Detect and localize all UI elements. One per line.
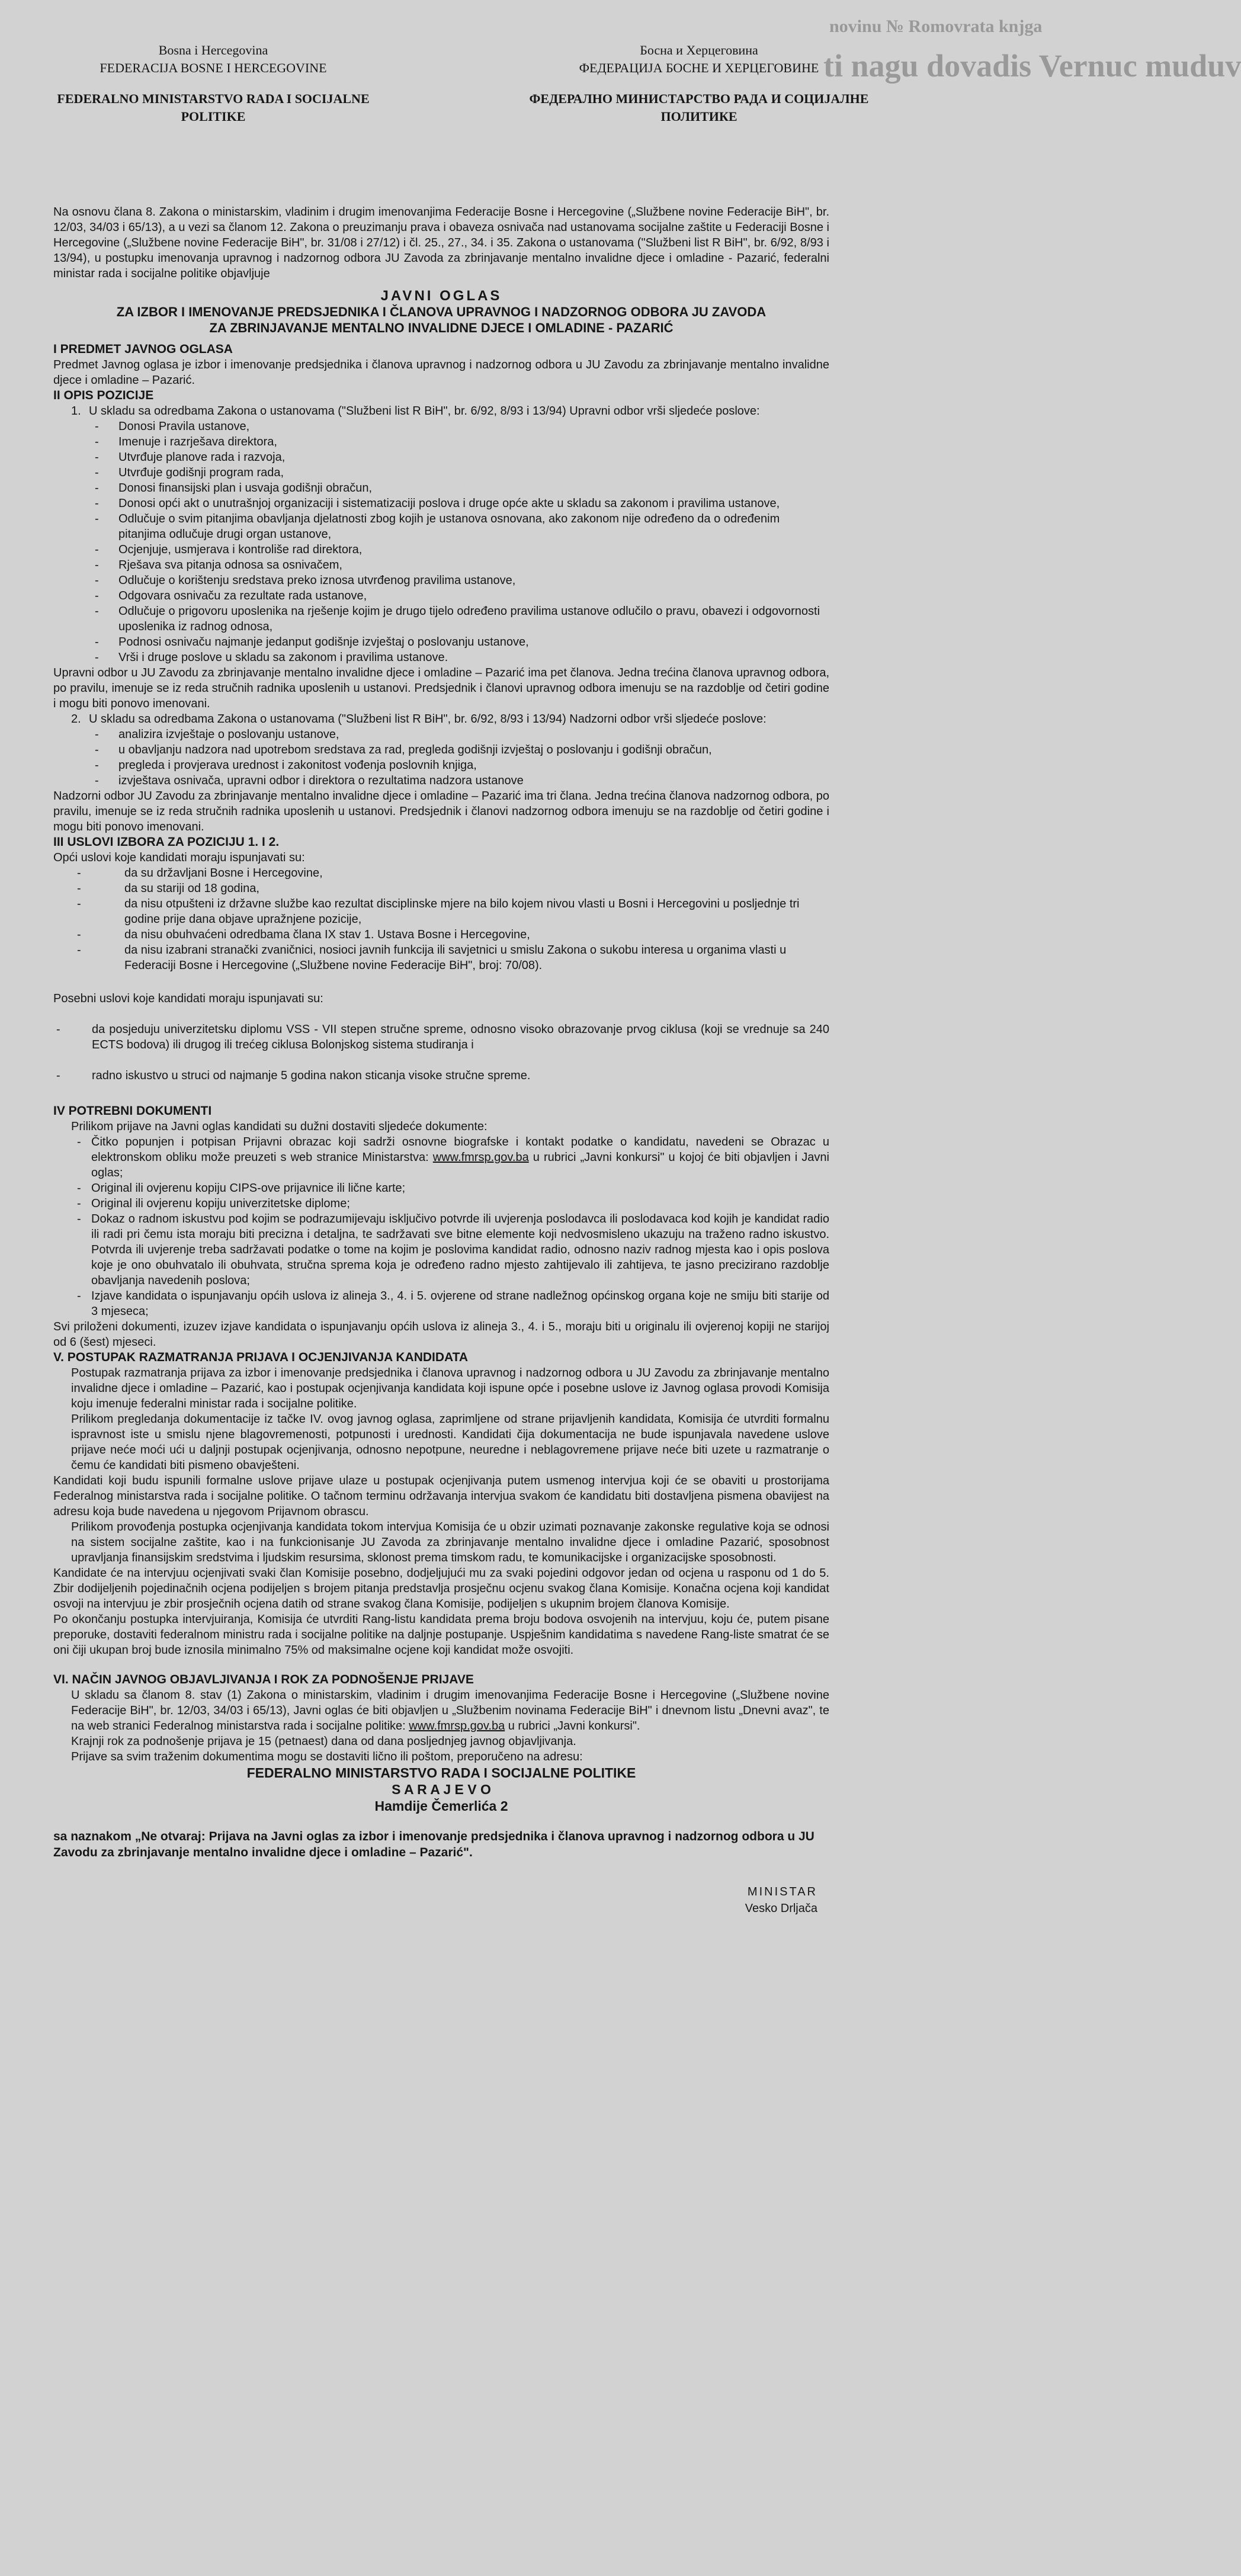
list-item: - izvještava osnivača, upravni odbor i direktora o rezultatima nadzora ustanove — [95, 774, 524, 787]
notice-subtitle-2: ZA ZBRINJAVANJE MENTALNO INVALIDNE DJECE I OMLADINE - PAZARIĆ — [209, 320, 674, 335]
list-item: - Vrši i druge poslove u skladu sa zakonom i pravilima ustanove. — [95, 651, 448, 664]
ministry-name: FEDERALNO MINISTARSTVO RADA I SOCIJALNE POLITIKE — [57, 91, 370, 124]
publication-paragraph: U skladu sa članom 8. stav (1) Zakona o ministarskim, vladinim i drugim imenovanjima Federacije Bosne i Hercegovine („Službene novine Federacije BiH", br. 12/03, 34/03 i 65/13), Javni oglas će biti objavljen u „Službenim novinama Federacije BiH" i dnevnom listu „Dnevni avaz", te na web stranici Federalnog ministarstva rada i socijalne politike: www.fmrsp.gov.ba u rubrici „Javni konkursi". — [71, 1689, 829, 1733]
section-heading-position: II OPIS POZICIJE — [53, 389, 154, 402]
ministry-website-link[interactable]: www.fmrsp.gov.ba — [409, 1720, 505, 1733]
list-item: - da nisu izabrani stranački zvaničnici, nosioci javnih funkcija ili savjetnici u smislu Zakona o sukobu interesa u organima vlasti u Federaciji Bosne i Hercegovine („Službene novine Federacije BiH", broj: 70/08). — [77, 944, 787, 972]
special-conditions-lead: Posebni uslovi koje kandidati moraju ispunjavati su: — [53, 992, 323, 1005]
position-point-1 — [53, 403, 829, 419]
address-ministry: FEDERALNO MINISTARSTVO RADA I SOCIJALNE POLITIKE — [246, 1765, 636, 1781]
dash-mark: - — [56, 1023, 60, 1036]
bullet-mark: - — [77, 1135, 81, 1149]
list-item: - Dokaz o radnom iskustvu pod kojim se podrazumijevaju isključivo potvrde ili uvjerenja poslodavca ili poslodavaca kod kojih je kandidat radio ili radi pri čemu ista moraju biti precizna i detaljna, te sadržavati sve bitne elemente koji nedvosmisleno ukazuju na traženo radno iskustvo. Potvrda ili uvjerenje treba sadržavati podatke o tome na kojim je poslovima kandidat radio, odnosno naziv radnog mjesta kao i opis poslova koje je ono obuhvatalo ili obuhvata, stručna sprema koja je određeno radno mjesto zahtijevalo ili zahtijeva, te jasno precizirano razdoblje obavljanja navedenih poslova; — [77, 1212, 829, 1287]
dash-mark: - — [95, 543, 99, 556]
special-conditions-list — [53, 1022, 829, 1083]
procedure-paragraph: Po okončanju postupka intervjuiranja, Komisija će utvrditi Rang-listu kandidata prema broju bodova osvojenih na intervjuu, koju će, putem pisane preporuke, dostaviti federalnom ministru rada i socijalne politike na daljnje postupanje. Uspješnim kandidatima s navedene Rang-liste smatrat će se oni čiji ukupan broj bude iznosila minimalno 75% od maksimalne ocjene koji kandidat može osvojiti. — [53, 1613, 829, 1657]
point-text: U skladu sa odredbama Zakona o ustanovama ("Službeni list R BiH", br. 6/92, 8/93 i 13/94) Nadzorni odbor vrši sljedeće poslove: — [89, 713, 767, 726]
point-number: 1. — [71, 405, 81, 418]
procedure-paragraph: Kandidate će na intervjuu ocjenjivati svaki član Komisije posebno, dodjeljujući mu za svaki pojedini odgovor jedan od ocjena u rasponu od 1 do 5. Zbir dodijeljenih pojedinačnih ocjena podijeljen s brojem pitanja predstavlja prosječnu ocjenu svakog člana Komisije. Konačna ocjena koji kandidat osvoji na intervjuu je zbir prosječnih ocjena datih od strane svakog člana Komisije, podijeljen s ukupnim brojem članova Komisije. — [53, 1567, 829, 1611]
list-item: - Odlučuje o svim pitanjima obavljanja djelatnosti zbog kojih je ustanova osnovana, ako zakonom nije određeno da o određenim pitanjima odlučuje drugi organ ustanove, — [95, 512, 780, 541]
section-heading-documents: IV POTREBNI DOKUMENTI — [53, 1104, 212, 1118]
list-item: - Utvrđuje godišnji program rada, — [95, 466, 284, 479]
section-heading-conditions: III USLOVI IZBORA ZA POZICIJU 1. I 2. — [53, 835, 280, 849]
dash-mark: - — [77, 944, 81, 957]
dash-mark: - — [95, 651, 99, 664]
list-item: - Čitko popunjen i potpisan Prijavni obrazac koji sadrži osnovne biografske i kontakt podatke o kandidatu, navedeni se Obrazac u elektronskom obliku može preuzeti s web stranice Ministarstva: www.fmrsp.gov.ba u rubrici „Javni konkursi" u kojoj će biti objavljen i Javni oglas; — [77, 1135, 829, 1179]
dash-mark: - — [95, 559, 99, 572]
address-street: Hamdije Čemerlića 2 — [374, 1798, 508, 1814]
signature-name: Vesko Drljača — [745, 1902, 817, 1915]
ministry-website-link[interactable]: www.fmrsp.gov.ba — [432, 1151, 529, 1164]
federation-name-cyrillic: ФЕДЕРАЦИЈА БОСНЕ И ХЕРЦЕГОВИНЕ — [579, 60, 819, 75]
submission-paragraph: Prijave sa svim traženim dokumentima mogu se dostaviti lično ili poštom, preporučeno na adresu: — [71, 1750, 583, 1763]
dash-mark: - — [95, 497, 99, 510]
bleed-line-1: novinu № Romovrata knjga — [829, 17, 1043, 36]
bullet-mark: - — [77, 1212, 81, 1226]
envelope-note: sa naznakom „Ne otvaraj: Prijava na Javni oglas za izbor i imenovanje predsjednika i članova upravnog i nadzornog odbora u JU Zavodu za zbrinjavanje mentalno invalidne djece i omladine – Pazarić". — [53, 1830, 814, 1859]
documents-note: Svi priloženi dokumenti, izuzev izjave kandidata o ispunjavanju općih uslova iz alineja 3., 4. i 5., moraju biti u originalu ili ovjerenoj kopiji ne starijoj od 6 (šest) mjeseci. — [53, 1320, 829, 1349]
intro-paragraph: Na osnovu člana 8. Zakona o ministarskim, vladinim i drugim imenovanjima Federacije Bosne i Hercegovine („Službene novine Federacije BiH", br. 12/03, 34/03 i 65/13), a u vezi sa članom 12. Zakona o preuzimanju prava i obaveza osnivača nad ustanovama socijalne zaštite u Federaciji Bosne i Hercegovine („Službene novine Federacije BiH", br. 31/08 i 27/12) i čl. 25., 27., 34. i 35. Zakona o ustanovama ("Službeni list R BiH", br. 6/92, 8/93 i 13/94), u postupku imenovanja upravnog i nadzornog odbora JU Zavoda za zbrinjavanje mentalno invalidne djece i omladine - Pazarić, federalni ministar rada i socijalne politike objavljuje — [53, 206, 829, 280]
procedure-paragraph: Prilikom provođenja postupka ocjenjivanja kandidata tokom intervjua Komisija će u obzir uzimati poznavanje zakonske regulative koja se odnosi na sistem socijalne zaštite, kao i na funkcionisanje JU Zavoda za zbrinjavanje mentalno invalidne djece i omladine Pazarić, sposobnost upravljanja finansijskim sredstvima i ljudskim resursima, sklonost prema timskom radu, te komunikacijske i organizacijske sposobnosti. — [71, 1520, 829, 1564]
list-item: - da su stariji od 18 godina, — [77, 882, 259, 895]
list-item: - Ocjenjuje, usmjerava i kontroliše rad direktora, — [95, 543, 363, 556]
list-item: - Donosi opći akt o unutrašnjoj organizaciji i sistematizaciji poslova i druge opće akte u skladu sa zakonom i pravilima ustanove, — [95, 497, 780, 510]
letterhead-cyrillic — [521, 41, 877, 126]
supervisory-board-composition: Nadzorni odbor JU Zavodu za zbrinjavanje mentalno invalidne djece i omladine – Pazarić ima tri člana. Jedna trećina članova nadzornog odbora, po pravilu, imenuje se iz reda stručnih radnika uposlenih u ustanovi. Predsjednik i članovi nadzornog odbora imenuju se na razdoblje od četiri godine i mogu biti ponovo imenovani. — [53, 790, 829, 833]
letterhead-latin — [36, 41, 391, 126]
list-item: - Original ili ovjerenu kopiju univerzitetske diplome; — [77, 1197, 350, 1210]
management-board-duties-list — [53, 419, 829, 665]
bullet-mark: - — [77, 1197, 81, 1210]
documents-list — [53, 1134, 829, 1319]
notice-title: JAVNI OGLAS — [380, 288, 502, 304]
signature-block — [53, 1884, 829, 1937]
dash-mark: - — [95, 512, 99, 525]
notice-subtitle-1: ZA IZBOR I IMENOVANJE PREDSJEDNIKA I ČLANOVA UPRAVNOG I NADZORNOG ODBORA JU ZAVODA — [116, 304, 767, 319]
dash-mark: - — [95, 636, 99, 649]
list-item: - Izjave kandidata o ispunjavanju općih uslova iz alineja 3., 4. i 5. ovjerene od strane nadležnog općinskog organa koje ne smiju biti starije od 3 mjeseca; — [77, 1289, 829, 1318]
list-item: - Donosi Pravila ustanove, — [95, 420, 250, 433]
dash-mark: - — [95, 466, 99, 479]
section-heading-publication: VI. NAČIN JAVNOG OBJAVLJIVANJA I ROK ZA PODNOŠENJE PRIJAVE — [53, 1673, 474, 1686]
list-item: - radno iskustvo u struci od najmanje 5 godina nakon sticanja visoke stručne spreme. — [53, 1068, 829, 1083]
documents-lead: Prilikom prijave na Javni oglas kandidati su dužni dostaviti sljedeće dokumente: — [71, 1120, 488, 1133]
dash-mark: - — [95, 574, 99, 587]
deadline-paragraph: Krajnji rok za podnošenje prijava je 15 (petnaest) dana od dana posljednjeg javnog objavljivanja. — [71, 1735, 576, 1748]
supervisory-board-duties-list — [53, 727, 829, 788]
signature-title: MINISTAR — [747, 1885, 817, 1898]
dash-mark: - — [77, 882, 81, 895]
list-item: - da nisu otpušteni iz državne službe kao rezultat disciplinske mjere na bilo kojem nivou vlasti u Bosni i Hercegovini u posljednje tri godine prije dana objave upražnjene pozicije, — [77, 897, 800, 926]
ministry-name-cyrillic: ФЕДЕРАЛНО МИНИСТАРСТВО РАДА И СОЦИЈАЛНЕ ПОЛИТИКЕ — [529, 91, 869, 124]
subject-paragraph: Predmet Javnog oglasa je izbor i imenovanje predsjednika i članova upravnog i nadzornog odbora u JU Zavodu za zbrinjavanje mentalno invalidne djece i omladine – Pazarić. — [53, 358, 829, 387]
dash-mark: - — [77, 867, 81, 880]
letterhead — [36, 41, 936, 148]
list-item: - analizira izvještaje o poslovanju ustanove, — [95, 728, 339, 741]
bullet-mark: - — [77, 1289, 81, 1303]
position-point-2 — [53, 711, 829, 727]
procedure-paragraph: Postupak razmatranja prijava za izbor i imenovanje predsjednika i članova upravnog i nadzornog odbora u JU Zavodu za zbrinjavanje mentalno invalidne djece i omladine – Pazarić, kao i postupak ocjenjivanja kandidata koji ispune opće i posebne uslove iz Javnog oglasa provodi Komisija koju imenuje federalni ministar rada i socijalne politike. — [71, 1366, 829, 1410]
general-conditions-lead: Opći uslovi koje kandidati moraju ispunjavati su: — [53, 851, 305, 864]
notice-body — [53, 204, 829, 1937]
section-heading-subject: I PREDMET JAVNOG OGLASA — [53, 342, 233, 356]
procedure-paragraph: Kandidati koji budu ispunili formalne uslove prijave ulaze u postupak ocjenjivanja putem usmenog intervjua koji će se obaviti u prostorijama Federalnog ministarstva rada i socijalne politike. O tačnom terminu održavanja intervjua svakom će kandidatu biti dostavljena pismena obavijest na adresu koja bude navedena u njegovom Prijavnom obrascu. — [53, 1474, 829, 1518]
list-item: - da nisu obuhvaćeni odredbama člana IX stav 1. Ustava Bosne i Hercegovine, — [77, 928, 530, 941]
list-item: - Imenuje i razrješava direktora, — [95, 435, 277, 448]
procedure-paragraph: Prilikom pregledanja dokumentacije iz tačke IV. ovog javnog oglasa, zaprimljene od strane prijavljenih kandidata, Komisija će utvrditi formalnu ispravnost iste u smislu njene blagovremenosti, potpunosti i urednosti. Kandidati čija dokumentacija ne bude ispunjavala navedene uslove prijave neće moći ući u daljnji postupak ocjenjivanja, odnosno nepotpune, neuredne i neblagovremene prijave neće biti uzete u razmatranje o čemu će kandidati biti pismeno obavješteni. — [71, 1413, 829, 1472]
dash-mark: - — [95, 420, 99, 433]
dash-mark: - — [95, 482, 99, 495]
list-item: - da posjeduju univerzitetsku diplomu VSS - VII stepen stručne spreme, odnosno visoko obrazovanje prvog ciklusa (koji se vrednuje sa 240 ECTS bodova) ili drugog ili trećeg ciklusa Bolonjskog sistema studiranja i — [53, 1022, 829, 1053]
list-item: - Utvrđuje planove rada i razvoja, — [95, 451, 286, 464]
dash-mark: - — [77, 928, 81, 941]
point-text: U skladu sa odredbama Zakona o ustanovama ("Službeni list R BiH", br. 6/92, 8/93 i 13/94) Upravni odbor vrši sljedeće poslove: — [89, 405, 760, 418]
address-city: S A R A J E V O — [392, 1782, 491, 1797]
list-item: - Original ili ovjerenu kopiju CIPS-ove prijavnice ili lične karte; — [77, 1182, 406, 1195]
dash-mark: - — [95, 759, 99, 772]
list-item: - u obavljanju nadzora nad upotrebom sredstava za rad, pregleda godišnji izvještaj o poslovanju i godišnji obračun, — [95, 743, 712, 756]
dash-mark: - — [95, 589, 99, 602]
country-name-cyrillic: Босна и Херцеговина — [640, 43, 758, 57]
list-item: - Odgovara osnivaču za rezultate rada ustanove, — [95, 589, 367, 602]
dash-mark: - — [95, 605, 99, 618]
country-name: Bosna i Hercegovina — [158, 43, 268, 57]
dash-mark: - — [95, 435, 99, 448]
point-number: 2. — [71, 713, 81, 726]
list-item: - pregleda i provjerava urednost i zakonitost vođenja poslovnih knjiga, — [95, 759, 477, 772]
management-board-composition: Upravni odbor u JU Zavodu za zbrinjavanje mentalno invalidne djece i omladine – Pazarić ima pet članova. Jedna trećina članova upravnog odbora, po pravilu, imenuje se iz reda stručnih radnika uposlenih u ustanovi. Predsjednik i članovi upravnog odbora imenuju se na razdoblje od četiri godine i mogu biti ponovo imenovani. — [53, 666, 829, 710]
dash-mark: - — [56, 1069, 60, 1082]
dash-mark: - — [95, 728, 99, 741]
dash-mark: - — [95, 774, 99, 787]
dash-mark: - — [95, 743, 99, 756]
list-item: - Podnosi osnivaču najmanje jedanput godišnje izvještaj o poslovanju ustanove, — [95, 636, 529, 649]
general-conditions-list — [53, 865, 829, 973]
list-item: - Rješava sva pitanja odnosa sa osnivačem, — [95, 559, 342, 572]
dash-mark: - — [95, 451, 99, 464]
section-heading-procedure: V. POSTUPAK RAZMATRANJA PRIJAVA I OCJENJIVANJA KANDIDATA — [53, 1350, 469, 1364]
list-item: - Odlučuje o korištenju sredstava preko iznosa utvrđenog pravilima ustanove, — [95, 574, 516, 587]
bleed-line-2: ti nagu dovadis Vernuc muduv — [823, 48, 1241, 84]
list-item: - Odlučuje o prigovoru uposlenika na rješenje kojim je drugo tijelo određeno pravilima ustanove odlučilo o pravu, obavezi i odgovornosti uposlenika iz radnog odnosa, — [95, 605, 820, 633]
bullet-mark: - — [77, 1182, 81, 1195]
federation-name: FEDERACIJA BOSNE I HERCEGOVINE — [100, 60, 327, 75]
list-item: - Donosi finansijski plan i usvaja godišnji obračun, — [95, 482, 373, 495]
dash-mark: - — [77, 897, 81, 910]
list-item: - da su državljani Bosne i Hercegovine, — [77, 867, 323, 880]
